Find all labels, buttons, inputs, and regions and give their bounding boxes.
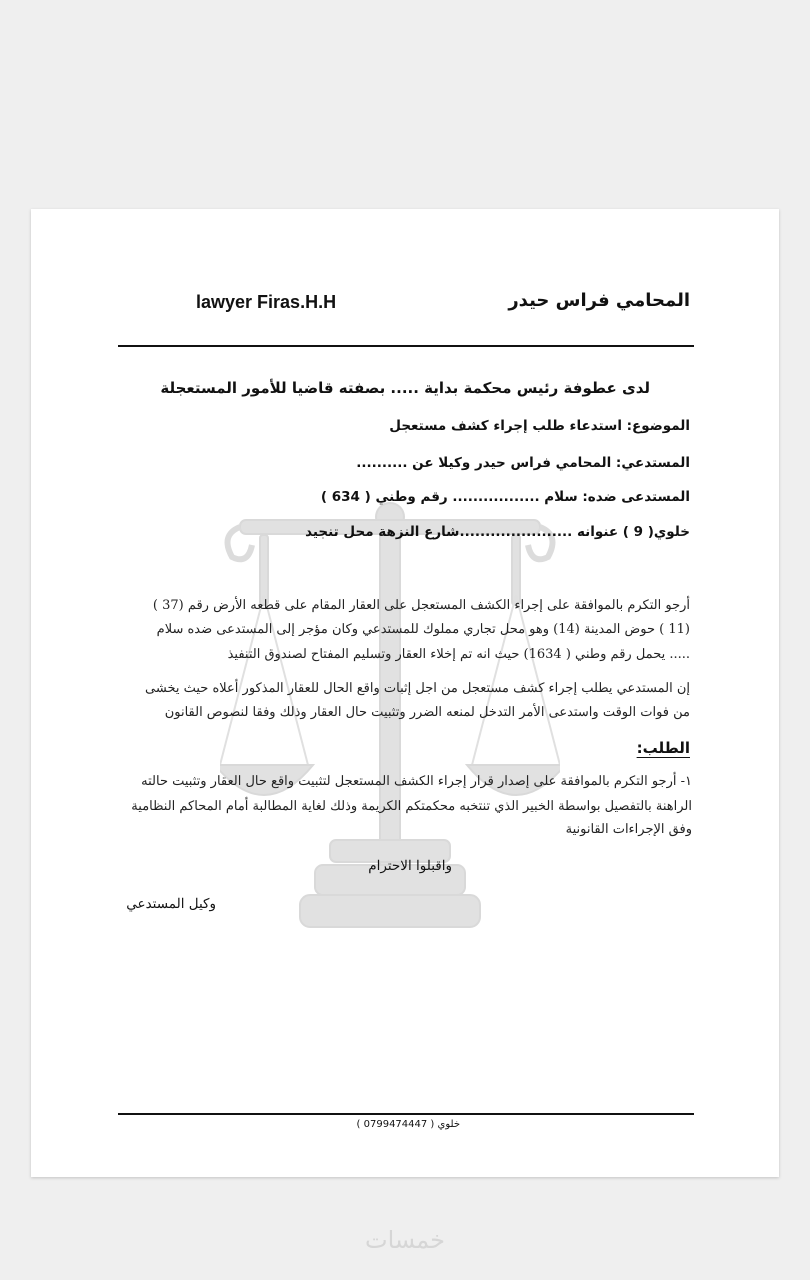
defendant-line: المستدعى ضده: سلام ................. رقم وطني ( 634 ) <box>320 489 690 505</box>
footer-divider <box>118 1113 694 1115</box>
court-addressee: لدى عطوفة رئيس محكمة بداية ..... بصفته قاضيا للأمور المستعجلة <box>160 379 650 397</box>
plaintiff-line: المستدعي: المحامي فراس حيدر وكيلا عن .......... <box>356 455 690 471</box>
closing-greeting: واقبلوا الاحترام <box>368 858 452 874</box>
defendant-address-line: خلوي( 9 ) عنوانه ......................شارع النزهة محل تنجيد <box>305 524 690 540</box>
request-line3: وفق الإجراءات القانونية <box>565 822 692 837</box>
request-line2: الراهنة بالتفصيل بواسطة الخبير الذي تنتخبه محكمتكم الكريمة وذلك لغاية المطالبة أمام المحاكم النظامية <box>131 799 692 814</box>
lawyer-name-english: lawyer Firas.H.H <box>196 292 337 312</box>
lawyer-name-arabic: المحامي فراس حيدر <box>508 290 690 311</box>
paragraph1-line1: أرجو التكرم بالموافقة على إجراء الكشف المستعجل على العقار المقام على قطعه الأرض رقم (37 ) <box>152 598 690 613</box>
subject-line: الموضوع: استدعاء طلب إجراء كشف مستعجل <box>389 418 690 434</box>
paragraph2-line2: من فوات الوقت واستدعى الأمر التدخل لمنعه الضرر وتثبيت حال العقار وذلك وفقا لنصوص القانون <box>164 705 690 720</box>
signature-label: وكيل المستدعي <box>126 896 216 912</box>
footer-phone: خلوي ( 0799474447 ) <box>356 1119 460 1130</box>
request-heading: الطلب: <box>636 739 690 757</box>
paragraph2-line1: إن المستدعي يطلب إجراء كشف مستعجل من اجل إثبات واقع الحال للعقار المذكور أعلاه حيث يخشى <box>145 681 690 696</box>
paragraph1-line3: ..... يحمل رقم وطني ( 1634) حيث انه تم إخلاء العقار وتسليم المفتاح لصندوق التنفيذ <box>227 647 690 662</box>
paragraph1-line2: (11 ) حوض المدينة (14) وهو محل تجاري مملوك للمستدعي وكان مؤجر إلى المستدعى ضده سلام <box>156 622 690 637</box>
request-line1: ١- أرجو التكرم بالموافقة على إصدار قرار إجراء الكشف المستعجل لتثبيت واقع حال العقار وتثبيت حالته <box>141 774 692 789</box>
header-divider <box>118 345 694 347</box>
site-watermark-logo: خمسات <box>364 1226 446 1254</box>
